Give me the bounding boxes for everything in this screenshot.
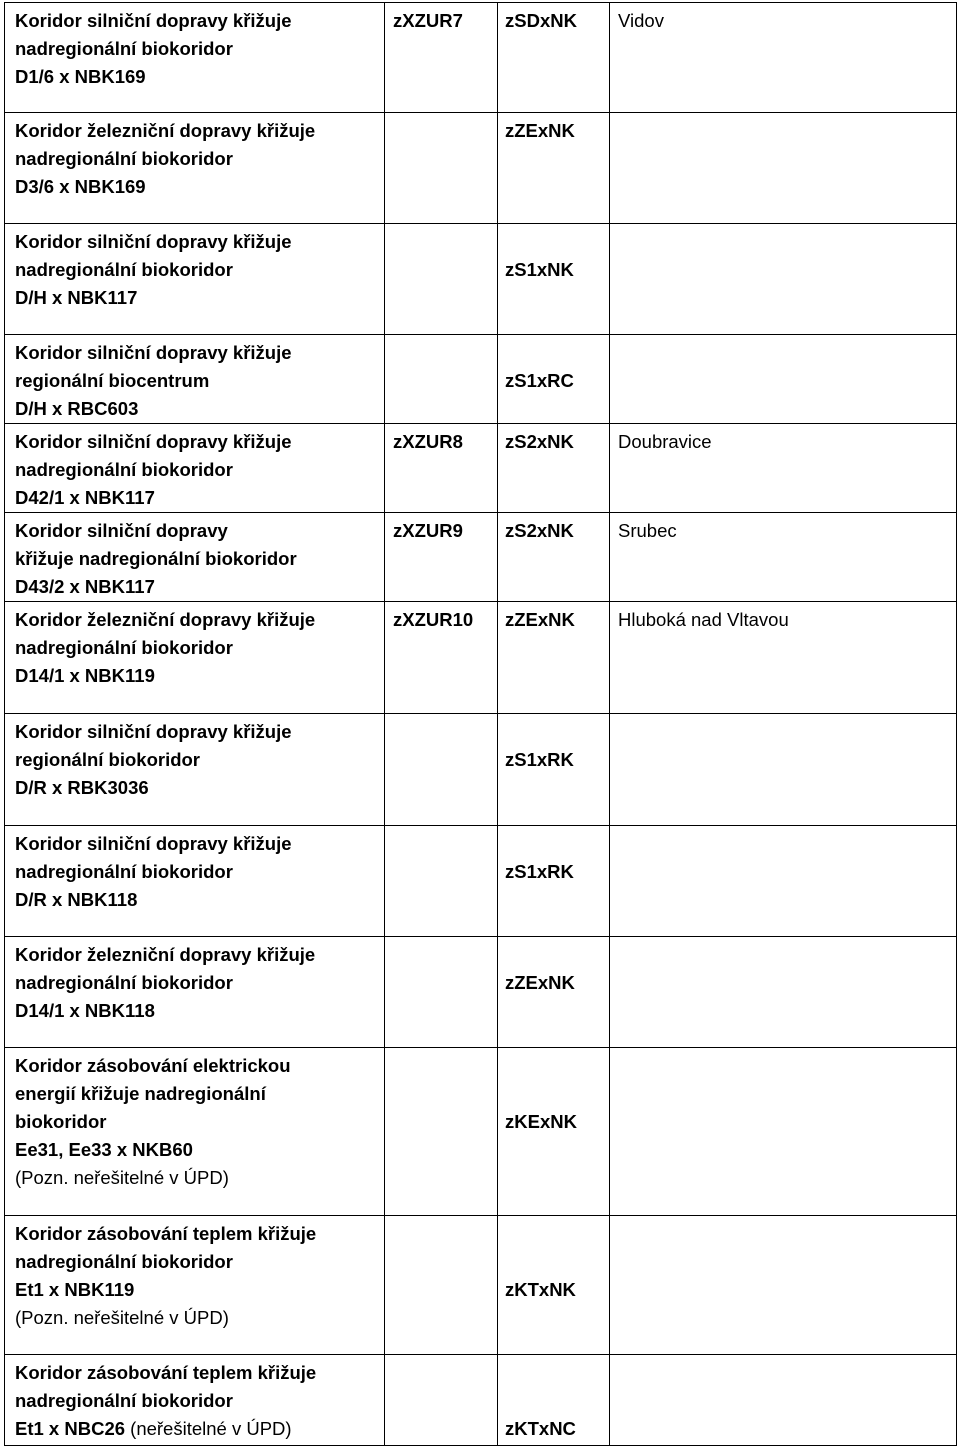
location-cell xyxy=(610,335,957,424)
description-line: Koridor zásobování teplem křižuje xyxy=(15,1223,317,1244)
conflict-code: zS2xNK xyxy=(505,520,574,541)
conflict-code-cell xyxy=(498,113,610,224)
location-name: Hluboká nad Vltavou xyxy=(618,609,789,630)
conflict-code-cell xyxy=(498,1216,610,1355)
description-line: D/R x RBK3036 xyxy=(15,777,149,798)
conflict-code: zKTxNK xyxy=(505,1279,576,1300)
conflict-code: zS1xRK xyxy=(505,861,574,882)
zxzur-code-cell xyxy=(385,602,498,714)
table-row xyxy=(5,1355,957,1446)
description-line: D1/6 x NBK169 xyxy=(15,66,146,87)
zxzur-code: zXZUR8 xyxy=(393,431,463,452)
zxzur-code-cell xyxy=(385,424,498,513)
location-cell xyxy=(610,826,957,937)
location-cell xyxy=(610,113,957,224)
zxzur-code-cell xyxy=(385,113,498,224)
description-line: D3/6 x NBK169 xyxy=(15,176,146,197)
description-line: nadregionální biokoridor xyxy=(15,459,233,480)
zxzur-code-cell xyxy=(385,1355,498,1446)
corridor-description-cell xyxy=(5,1355,385,1446)
table-row xyxy=(5,335,957,424)
description-line: nadregionální biokoridor xyxy=(15,148,233,169)
description-line: D/H x RBC603 xyxy=(15,398,139,419)
corridor-description-cell xyxy=(5,1048,385,1216)
corridor-description-cell xyxy=(5,1216,385,1355)
description-line: biokoridor xyxy=(15,1111,107,1132)
conflict-code: zKTxNC xyxy=(505,1418,576,1439)
description-line: nadregionální biokoridor xyxy=(15,259,233,280)
zxzur-code: zXZUR7 xyxy=(393,10,463,31)
conflict-code: zZExNK xyxy=(505,609,575,630)
description-line: D/H x NBK117 xyxy=(15,287,138,308)
conflict-code-cell xyxy=(498,826,610,937)
conflict-code: zZExNK xyxy=(505,120,575,141)
description-line: D14/1 x NBK118 xyxy=(15,1000,155,1021)
zxzur-code-cell xyxy=(385,513,498,602)
conflict-code: zSDxNK xyxy=(505,10,577,31)
zxzur-code-cell xyxy=(385,335,498,424)
table-row xyxy=(5,513,957,602)
description-line: nadregionální biokoridor xyxy=(15,972,233,993)
corridor-description-cell xyxy=(5,424,385,513)
location-cell xyxy=(610,1048,957,1216)
location-cell xyxy=(610,3,957,113)
description-line: Et1 x NBK119 xyxy=(15,1279,135,1300)
location-cell xyxy=(610,602,957,714)
description-line: Koridor silniční dopravy křižuje xyxy=(15,431,292,452)
description-line: Koridor silniční dopravy křižuje xyxy=(15,10,292,31)
corridor-description-cell xyxy=(5,335,385,424)
description-line: Koridor železniční dopravy křižuje xyxy=(15,120,316,141)
conflict-code: zS1xRC xyxy=(505,370,574,391)
description-line: regionální biocentrum xyxy=(15,370,210,391)
conflict-code: zKExNK xyxy=(505,1111,577,1132)
zxzur-code-cell xyxy=(385,3,498,113)
table-row xyxy=(5,602,957,714)
location-name: Srubec xyxy=(618,520,677,541)
description-line: nadregionální biokoridor xyxy=(15,861,233,882)
description-line: nadregionální biokoridor xyxy=(15,38,233,59)
location-cell xyxy=(610,937,957,1048)
conflict-code-cell xyxy=(498,714,610,826)
zxzur-code-cell xyxy=(385,826,498,937)
conflict-code-cell xyxy=(498,513,610,602)
corridor-description-cell xyxy=(5,513,385,602)
description-line: Koridor silniční dopravy xyxy=(15,520,228,541)
description-line: Koridor zásobování teplem křižuje xyxy=(15,1362,317,1383)
corridor-description-cell xyxy=(5,826,385,937)
description-line: nadregionální biokoridor xyxy=(15,1251,233,1272)
table-row xyxy=(5,224,957,335)
table-row xyxy=(5,113,957,224)
description-line: Et1 x NBC26 xyxy=(15,1418,126,1439)
corridor-description-cell xyxy=(5,113,385,224)
description-line: nadregionální biokoridor xyxy=(15,637,233,658)
location-cell xyxy=(610,513,957,602)
zxzur-code-cell xyxy=(385,937,498,1048)
location-cell xyxy=(610,424,957,513)
corridor-description-cell xyxy=(5,224,385,335)
zxzur-code-cell xyxy=(385,1216,498,1355)
description-line: Koridor silniční dopravy křižuje xyxy=(15,721,292,742)
description-line: Koridor silniční dopravy křižuje xyxy=(15,231,292,252)
conflict-code-cell xyxy=(498,335,610,424)
corridor-table xyxy=(4,2,957,1446)
conflict-code: zS1xRK xyxy=(505,749,574,770)
conflict-code-cell xyxy=(498,224,610,335)
description-line: Koridor silniční dopravy křižuje xyxy=(15,833,292,854)
conflict-code-cell xyxy=(498,602,610,714)
conflict-code-cell xyxy=(498,1048,610,1216)
table-row xyxy=(5,714,957,826)
description-note: (neřešitelné v ÚPD) xyxy=(125,1418,292,1439)
corridor-description-cell xyxy=(5,714,385,826)
table-body xyxy=(5,3,957,1446)
description-line: D/R x NBK118 xyxy=(15,889,138,910)
location-name: Vidov xyxy=(618,10,664,31)
conflict-code: zZExNK xyxy=(505,972,575,993)
description-line: křižuje nadregionální biokoridor xyxy=(15,548,297,569)
corridor-description-cell xyxy=(5,602,385,714)
table-row xyxy=(5,937,957,1048)
corridor-description-cell xyxy=(5,937,385,1048)
location-cell xyxy=(610,224,957,335)
description-line: D42/1 x NBK117 xyxy=(15,487,155,508)
description-line: D43/2 x NBK117 xyxy=(15,576,155,597)
zxzur-code: zXZUR10 xyxy=(393,609,474,630)
description-line: Koridor silniční dopravy křižuje xyxy=(15,342,292,363)
description-line: Koridor železniční dopravy křižuje xyxy=(15,944,316,965)
description-line: regionální biokoridor xyxy=(15,749,201,770)
conflict-code-cell xyxy=(498,1355,610,1446)
description-line: D14/1 x NBK119 xyxy=(15,665,155,686)
description-line: (Pozn. neřešitelné v ÚPD) xyxy=(15,1307,229,1328)
description-line: nadregionální biokoridor xyxy=(15,1390,233,1411)
table-row xyxy=(5,1048,957,1216)
zxzur-code: zXZUR9 xyxy=(393,520,463,541)
conflict-code-cell xyxy=(498,937,610,1048)
conflict-code-cell xyxy=(498,424,610,513)
zxzur-code-cell xyxy=(385,224,498,335)
corridor-description-cell xyxy=(5,3,385,113)
location-name: Doubravice xyxy=(618,431,712,452)
location-cell xyxy=(610,1355,957,1446)
description-line: Ee31, Ee33 x NKB60 xyxy=(15,1139,193,1160)
table-row xyxy=(5,1216,957,1355)
description-line: Koridor železniční dopravy křižuje xyxy=(15,609,316,630)
location-cell xyxy=(610,714,957,826)
description-line: (Pozn. neřešitelné v ÚPD) xyxy=(15,1167,229,1188)
description-line: energií křižuje nadregionální xyxy=(15,1083,266,1104)
conflict-code: zS2xNK xyxy=(505,431,574,452)
table-row xyxy=(5,3,957,113)
conflict-code-cell xyxy=(498,3,610,113)
description-line: Koridor zásobování elektrickou xyxy=(15,1055,291,1076)
table-row xyxy=(5,826,957,937)
location-cell xyxy=(610,1216,957,1355)
zxzur-code-cell xyxy=(385,714,498,826)
table-row xyxy=(5,424,957,513)
conflict-code: zS1xNK xyxy=(505,259,574,280)
zxzur-code-cell xyxy=(385,1048,498,1216)
